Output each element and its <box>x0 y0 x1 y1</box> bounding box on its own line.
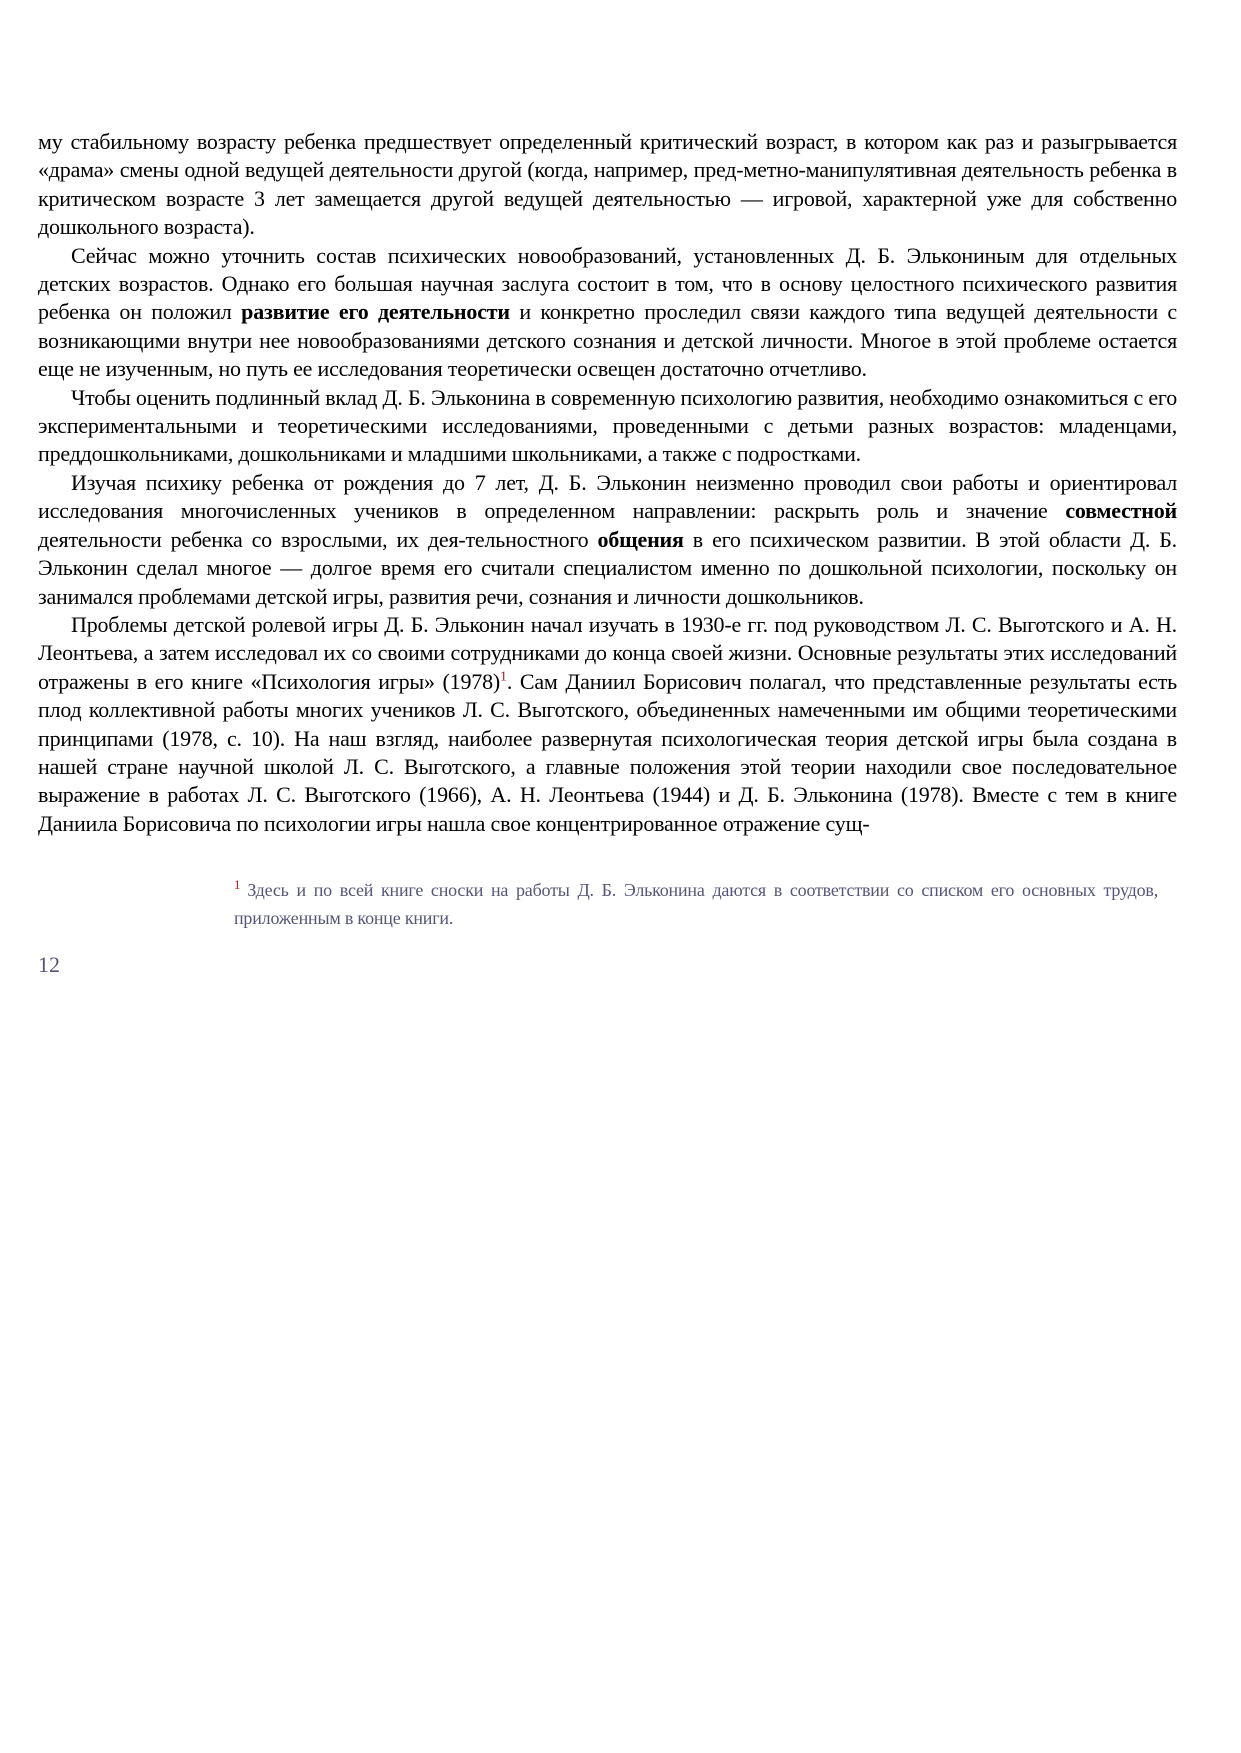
text-segment: деятельности ребенка со взрослыми, их дея-тельностного <box>38 526 598 552</box>
text-segment: развитие его деятельности <box>241 299 510 325</box>
text-segment: Изучая психику ребенка от рождения до 7 лет, Д. Б. Эльконин неизменно проводил свои работы и ориентировал исследования многочисленных учеников в определенном направлении: раскрыть роль и значение <box>38 469 1177 524</box>
text-segment: му стабильному возрасту ребенка предшествует определенный критический возраст, в котором как раз и разыгрывается «драма» смены одной ведущей деятельности другой (когда, например, пред-метно-манипулятивная деятельность ребенка в критическом возрасте 3 лет замещается другой ведущей деятельностью — игровой, характерной уже для собственно дошкольного возраста). <box>38 129 1177 240</box>
text-segment: в его психическом развитии. В этой области Д. Б. Эльконин сделал многое — долгое время его считали специалистом именно по дошкольной психологии, поскольку он занимался проблемами детской игры, развития речи, сознания и личности дошкольников. <box>38 526 1177 609</box>
footnote-text: Здесь и по всей книге сноски на работы Д. Б. Эльконина даются в соответствии со списком его основных трудов, приложенным в конце книги. <box>234 880 1158 929</box>
text-segment: Сейчас можно уточнить состав психических новообразований, установленных Д. Б. Элькониным для отдельных детских возрастов. Однако его большая научная заслуга состоит в том, что в основу целостного психического развития ребенка он положил <box>38 242 1177 325</box>
text-segment: Чтобы оценить подлинный вклад Д. Б. Эльконина в современную психологию развития, необходимо ознакомиться с его экспериментальными и теоретическими исследованиями, проведенными с детьми разных возрастов: младенцами, преддошкольниками, дошкольниками и младшими школьниками, а также с подростками. <box>38 384 1177 467</box>
paragraph <box>38 611 1177 838</box>
text-block <box>38 128 1177 838</box>
text-segment: . Сам Даниил Борисович полагал, что представленные результаты есть плод коллективной работы многих учеников Л. С. Выготского, объединенных намеченными им общими теоретическими принципами (1978, с. 10). На наш взгляд, наиболее развернутая психологическая теория детской игры была создана в нашей стране научной школой Л. С. Выготского, а главные положения этой теории находили свое последовательное выражение в работах Л. С. Выготского (1966), А. Н. Леонтьева (1944) и Д. Б. Эльконина (1978). Вместе с тем в книге Даниила Борисовича по психологии игры нашла свое концентрированное отражение сущ- <box>38 668 1177 836</box>
text-segment: совместной <box>1065 498 1177 524</box>
page-number: 12 <box>38 952 60 978</box>
paragraph <box>38 469 1177 611</box>
footnote <box>234 876 1158 932</box>
paragraph <box>38 384 1177 469</box>
footnote-marker: 1 <box>234 877 241 893</box>
text-segment: общения <box>597 526 684 552</box>
paragraph <box>38 242 1177 384</box>
text-segment: и конкретно проследил связи каждого типа ведущей деятельности с возникающими внутри нее новообразованиями детского сознания и детской личности. Многое в этой проблеме остается еще не изученным, но путь ее исследования теоретически освещен достаточно отчетливо. <box>38 299 1177 382</box>
paragraph <box>38 128 1177 242</box>
text-segment: Проблемы детской ролевой игры Д. Б. Эльконин начал изучать в 1930-е гг. под руководством Л. С. Выготского и А. Н. Леонтьева, а затем исследовал их со своими сотрудниками до конца своей жизни. Основные результаты этих исследований отражены в его книге «Психология игры» (1978) <box>38 611 1177 694</box>
footnote-ref: 1 <box>500 669 507 685</box>
